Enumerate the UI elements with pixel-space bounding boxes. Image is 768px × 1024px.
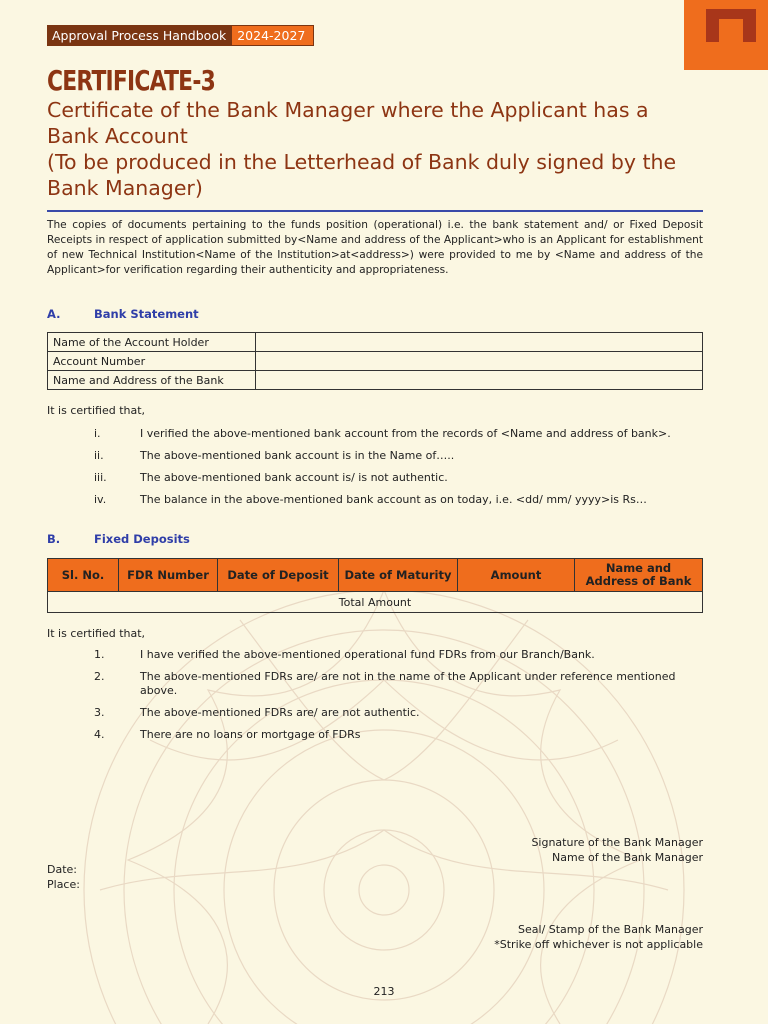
- intro-paragraph: The copies of documents pertaining to the funds position (operational) i.e. the bank statement and/ or Fixed Deposit Receipts in respect of application submitted by<Name and address of the Applicant>who is an Applicant for establishment of new Technical Institution<Name of the Institution>at<address>) were provided to me by <Name and address of the Applicant>for verification regarding their authenticity and appropriateness.: [47, 219, 703, 276]
- field-label: Account Number: [48, 352, 256, 371]
- section-b-list: [94, 648, 704, 742]
- section-b-heading: [47, 532, 190, 546]
- table-row: [48, 371, 703, 390]
- signature-block: [531, 835, 703, 865]
- certificate-subtitle: [47, 97, 727, 201]
- strike-off-note: *Strike off whichever is not applicable: [494, 938, 703, 951]
- handbook-year: 2024-2027: [232, 26, 313, 45]
- list-item: iii. The above-mentioned bank account is/ is not authentic.: [94, 471, 448, 484]
- field-label: Name and Address of the Bank: [48, 371, 256, 390]
- seal-block: [494, 922, 703, 952]
- fixed-deposits-table: [47, 558, 703, 613]
- section-title: Bank Statement: [94, 307, 199, 321]
- page-number: 213: [373, 985, 395, 998]
- certified-intro-a: It is certified that,: [47, 404, 146, 417]
- title-divider: [47, 210, 703, 212]
- corner-decoration: [684, 0, 768, 70]
- list-item: i. I verified the above-mentioned bank account from the records of <Name and address of bank>.: [94, 427, 671, 440]
- handbook-header: [47, 25, 314, 46]
- column-header: Date of Deposit: [218, 559, 339, 592]
- list-item: 4. There are no loans or mortgage of FDRs: [94, 728, 361, 741]
- table-row: [48, 352, 703, 371]
- date-label: Date:: [47, 863, 77, 876]
- column-header: Date of Maturity: [339, 559, 458, 592]
- manager-name-label: Name of the Bank Manager: [552, 851, 703, 864]
- section-letter: A.: [47, 307, 61, 321]
- column-header: Amount: [458, 559, 575, 592]
- column-header: Name and Address of Bank: [575, 559, 703, 592]
- section-title: Fixed Deposits: [94, 532, 190, 546]
- handbook-title: Approval Process Handbook: [48, 26, 232, 45]
- subtitle-line: Bank Manager): [47, 176, 203, 200]
- date-place-block: [47, 862, 80, 892]
- certified-intro-b: It is certified that,: [47, 627, 146, 640]
- section-a-heading: [47, 307, 199, 321]
- field-value-account-holder[interactable]: [256, 333, 703, 352]
- list-item: ii. The above-mentioned bank account is in the Name of…..: [94, 449, 455, 462]
- table-row: [48, 592, 703, 613]
- place-label: Place:: [47, 878, 80, 891]
- subtitle-line: Certificate of the Bank Manager where the Applicant has a: [47, 98, 649, 122]
- column-header: Sl. No.: [48, 559, 119, 592]
- list-item: 3. The above-mentioned FDRs are/ are not authentic.: [94, 706, 420, 719]
- section-a-list: [94, 427, 704, 507]
- field-label: Name of the Account Holder: [48, 333, 256, 352]
- subtitle-line: Bank Account: [47, 124, 188, 148]
- column-header: FDR Number: [119, 559, 218, 592]
- section-letter: B.: [47, 532, 61, 546]
- table-row: [48, 333, 703, 352]
- signature-label: Signature of the Bank Manager: [531, 836, 703, 849]
- table-header-row: [48, 559, 703, 592]
- field-value-account-number[interactable]: [256, 352, 703, 371]
- total-amount-label: Total Amount: [48, 592, 703, 613]
- field-value-bank-address[interactable]: [256, 371, 703, 390]
- certificate-number: CERTIFICATE-3: [47, 64, 216, 97]
- bank-statement-table: [47, 332, 703, 390]
- subtitle-line: (To be produced in the Letterhead of Bank duly signed by the: [47, 150, 677, 174]
- list-item: 1. I have verified the above-mentioned operational fund FDRs from our Branch/Bank.: [94, 648, 595, 661]
- seal-label: Seal/ Stamp of the Bank Manager: [518, 923, 703, 936]
- list-item: iv. The balance in the above-mentioned bank account as on today, i.e. <dd/ mm/ yyyy>is Rs…: [94, 493, 647, 506]
- list-item: 2. The above-mentioned FDRs are/ are not in the name of the Applicant under reference mentioned above.: [94, 670, 676, 697]
